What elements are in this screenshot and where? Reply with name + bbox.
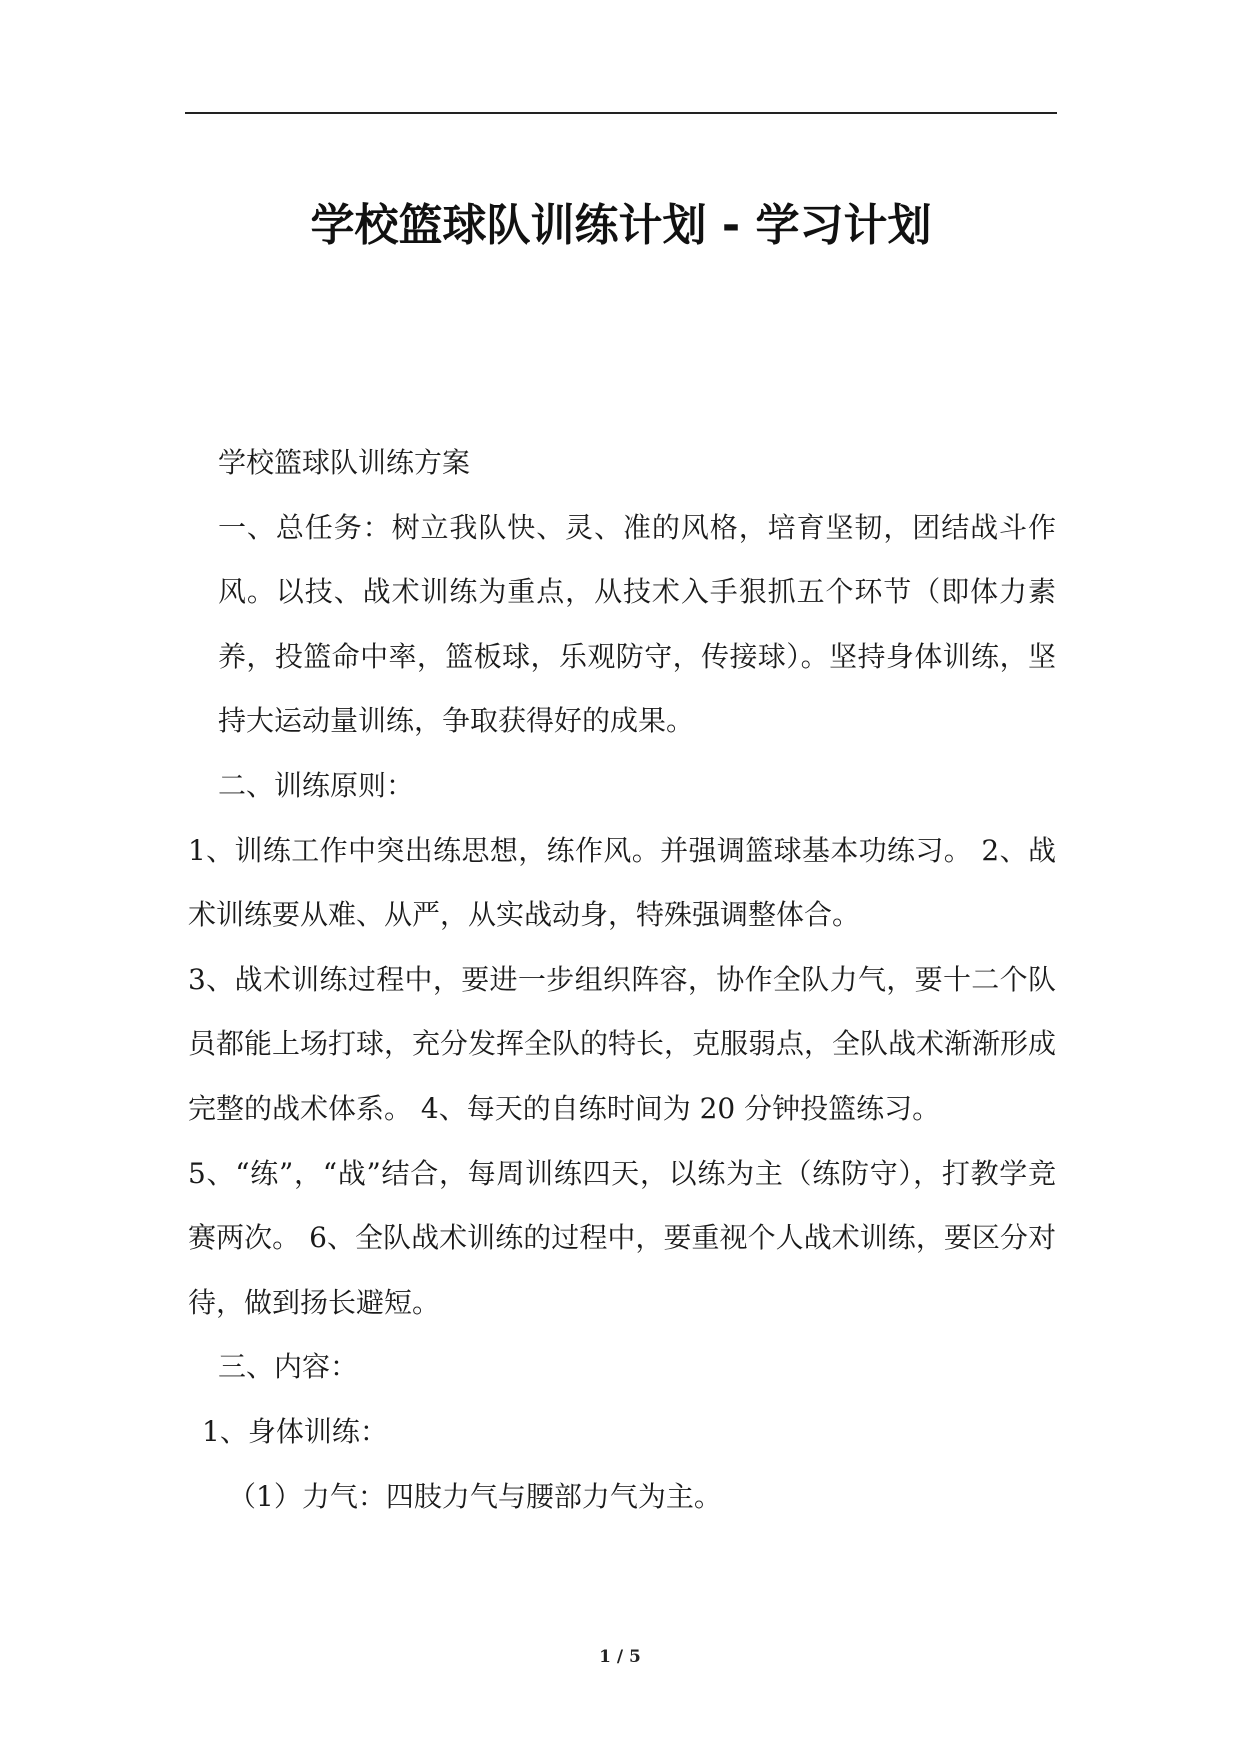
plan-heading: 学校篮球队训练方案 bbox=[218, 446, 471, 479]
page-number: 1 / 5 bbox=[599, 1647, 641, 1667]
section-heading-principles: 二、训练原则： bbox=[218, 768, 415, 802]
paragraph-overall-task: 一、总任务：树立我队快、灵、准的风格，培育坚韧，团结战斗作风。以技、战术训练为重点，从技术入手狠抓五个环节（即体力素养，投篮命中率，篮板球，乐观防守，传接球）。坚持身体训练，坚持大运动量训练，争取获得好的成果。 bbox=[218, 510, 1056, 738]
list-item-strength: （1）力气：四肢力气与腰部力气为主。 bbox=[228, 1479, 722, 1513]
subsection-heading-physical: 1、身体训练： bbox=[202, 1414, 388, 1448]
paragraph-principles-5-6: 5、“练”，“战”结合，每周训练四天，以练为主（练防守），打教学竞赛两次。 6、全队战术训练的过程中，要重视个人战术训练，要区分对待，做到扬长避短。 bbox=[188, 1156, 1056, 1319]
section-heading-content: 三、内容： bbox=[218, 1350, 359, 1384]
document-body bbox=[188, 431, 1056, 1529]
paragraph-principles-1-2: 1、训练工作中突出练思想，练作风。并强调篮球基本功练习。 2、战术训练要从难、从严，从实战动身，特殊强调整体合。 bbox=[188, 833, 1056, 932]
header-rule bbox=[185, 112, 1057, 114]
document-title: 学校篮球队训练计划 - 学习计划 bbox=[310, 200, 932, 251]
paragraph-principles-3-4: 3、战术训练过程中，要进一步组织阵容，协作全队力气，要十二个队员都能上场打球，充分发挥全队的特长，克服弱点，全队战术渐渐形成完整的战术体系。 4、每天的自练时间为 20 分钟投篮练习。 bbox=[188, 962, 1057, 1125]
